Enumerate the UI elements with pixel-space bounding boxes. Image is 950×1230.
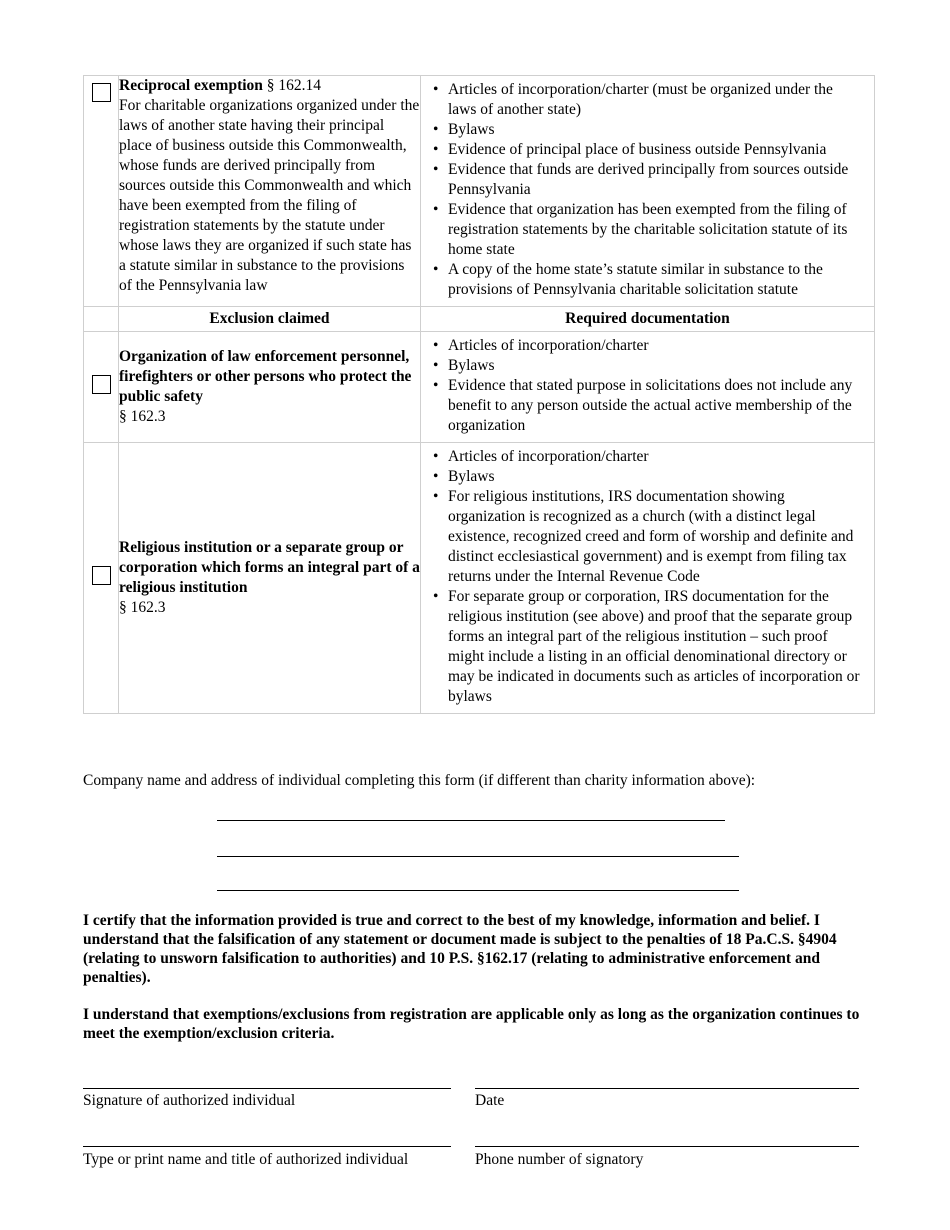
list-item: • Articles of incorporation/charter <box>433 447 864 467</box>
signature-line[interactable] <box>83 1088 451 1089</box>
company-address-prompt: Company name and address of individual completing this form (if different than charity information above): <box>83 772 756 789</box>
religious-institution-exclusion-title: Religious institution or a separate group or corporation which forms an integral part of a religious institution <box>119 539 420 596</box>
name-title-label: Type or print name and title of authorized individual <box>83 1151 409 1168</box>
date-label: Date <box>475 1092 505 1109</box>
reciprocal-exemption-description <box>119 76 421 307</box>
religious-institution-exclusion-citation: § 162.3 <box>119 599 166 616</box>
reciprocal-exemption-docs <box>421 76 874 306</box>
company-address-line-3[interactable] <box>217 890 739 891</box>
reciprocal-exemption-title: Reciprocal exemption <box>119 77 263 94</box>
table-row <box>84 443 875 714</box>
table-header-row <box>84 307 875 332</box>
list-item: • Bylaws <box>433 467 864 487</box>
list-item: • For religious institutions, IRS documentation showing organization is recognized as a church (with a distinct legal existence, recognized creed and form of worship and definite and distinct ecclesiastical government) and is exempt from filing tax returns under the Internal Revenue Code <box>433 487 864 587</box>
list-item: • Bylaws <box>433 120 864 140</box>
law-enforcement-exclusion-docs <box>421 332 874 442</box>
list-item: • For separate group or corporation, IRS documentation for the religious institution (see above) and proof that the separate group forms an integral part of the religious institution – such proof might include a listing in an official denominational directory or may be indicated in documents such as articles of incorporation or bylaws <box>433 587 864 707</box>
phone-label: Phone number of signatory <box>475 1151 644 1168</box>
required-documentation-header: Required documentation <box>421 307 875 332</box>
law-enforcement-exclusion-checkbox[interactable] <box>92 375 111 394</box>
reciprocal-exemption-citation: § 162.14 <box>266 77 322 94</box>
list-item: • Evidence that stated purpose in solicitations does not include any benefit to any person outside the actual active membership of the organization <box>433 376 864 436</box>
exemption-table <box>83 75 875 714</box>
law-enforcement-exclusion-title: Organization of law enforcement personnel, firefighters or other persons who protect the public safety <box>119 348 412 405</box>
list-item: • A copy of the home state’s statute similar in substance to the provisions of Pennsylvania charitable solicitation statute <box>433 260 864 300</box>
table-row <box>84 76 875 307</box>
religious-institution-exclusion-docs <box>421 443 874 713</box>
signature-label: Signature of authorized individual <box>83 1092 296 1109</box>
list-item: • Evidence that organization has been exempted from the filing of registration statements by the charitable solicitation statute of its home state <box>433 200 864 260</box>
list-item: • Bylaws <box>433 356 864 376</box>
name-title-line[interactable] <box>83 1146 451 1147</box>
law-enforcement-exclusion-citation: § 162.3 <box>119 408 166 425</box>
list-item: • Evidence of principal place of business outside Pennsylvania <box>433 140 864 160</box>
list-item: • Evidence that funds are derived principally from sources outside Pennsylvania <box>433 160 864 200</box>
religious-institution-exclusion-checkbox[interactable] <box>92 566 111 585</box>
reciprocal-exemption-text: For charitable organizations organized under the laws of another state having their principal place of business outside this Commonwealth, whose funds are derived principally from sources outside this Commonwealth and which have been exempted from the filing of registration statements by the statute under whose laws they are organized if such state has a statute similar in substance to the provisions of the Pennsylvania law <box>119 97 420 294</box>
exclusion-claimed-header: Exclusion claimed <box>119 307 421 332</box>
table-row <box>84 332 875 443</box>
phone-line[interactable] <box>475 1146 859 1147</box>
list-item: • Articles of incorporation/charter <box>433 336 864 356</box>
exemption-understanding-statement: I understand that exemptions/exclusions from registration are applicable only as long as the organization continues to meet the exemption/exclusion criteria. <box>83 1006 860 1042</box>
date-line[interactable] <box>475 1088 859 1089</box>
certification-statement: I certify that the information provided is true and correct to the best of my knowledge, information and belief. I understand that the falsification of any statement or document made is subject to the penalties of 18 Pa.C.S. §4904 (relating to unsworn falsification to authorities) and 10 P.S. §162.17 (relating to administrative enforcement and penalties). <box>83 912 837 986</box>
reciprocal-exemption-checkbox[interactable] <box>92 83 111 102</box>
company-name-line-1[interactable] <box>217 820 725 821</box>
list-item: • Articles of incorporation/charter (must be organized under the laws of another state) <box>433 80 864 120</box>
company-address-line-2[interactable] <box>217 856 739 857</box>
